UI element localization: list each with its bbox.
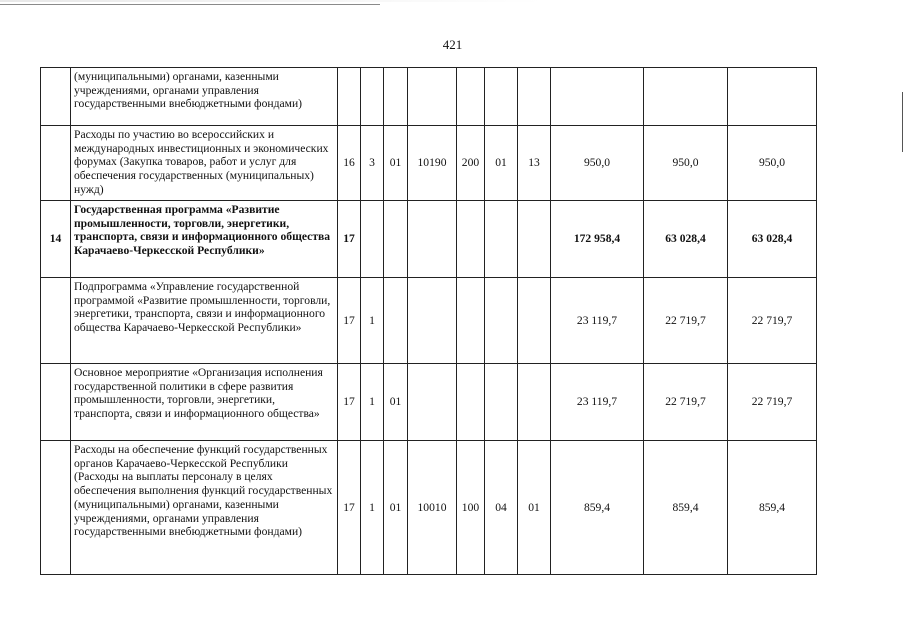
row-description: Расходы по участию во всероссийских и международных инвестиционных и экономических форумах (Закупка товаров, работ и услуг для обеспечения государственных (муниципальных) нужд) <box>71 126 338 201</box>
value-year-1: 23 119,7 <box>551 364 644 441</box>
code-section: 01 <box>485 126 518 201</box>
code-subsection <box>518 278 551 364</box>
value-year-3: 859,4 <box>728 441 817 575</box>
value-year-2: 859,4 <box>644 441 728 575</box>
value-year-1: 950,0 <box>551 126 644 201</box>
code-type: 100 <box>457 441 485 575</box>
row-index <box>41 441 71 575</box>
code-section <box>485 201 518 278</box>
code-direction <box>408 201 457 278</box>
code-subsection: 01 <box>518 441 551 575</box>
code-gp: 17 <box>338 201 361 278</box>
code-type <box>457 364 485 441</box>
code-pp: 3 <box>361 126 384 201</box>
code-pp <box>361 201 384 278</box>
budget-table <box>40 67 817 575</box>
code-pp: 1 <box>361 364 384 441</box>
code-section: 04 <box>485 441 518 575</box>
code-om: 01 <box>384 441 408 575</box>
code-direction <box>408 68 457 126</box>
table-row <box>41 201 817 278</box>
code-gp: 16 <box>338 126 361 201</box>
value-year-1: 859,4 <box>551 441 644 575</box>
row-description: Государственная программа «Развитие промышленности, торговли, энергетики, транспорта, связи и информационного общества Карачаево-Черкесской Республики» <box>71 201 338 278</box>
code-gp <box>338 68 361 126</box>
table-row <box>41 441 817 575</box>
value-year-3: 22 719,7 <box>728 278 817 364</box>
value-year-1: 23 119,7 <box>551 278 644 364</box>
code-om: 01 <box>384 126 408 201</box>
page-number: 421 <box>442 37 463 52</box>
value-year-2: 22 719,7 <box>644 278 728 364</box>
value-year-2: 63 028,4 <box>644 201 728 278</box>
code-type <box>457 201 485 278</box>
value-year-2: 22 719,7 <box>644 364 728 441</box>
code-direction <box>408 364 457 441</box>
row-index <box>41 364 71 441</box>
code-subsection <box>518 364 551 441</box>
scan-edge-mark <box>902 92 903 152</box>
code-direction <box>408 278 457 364</box>
table-row <box>41 68 817 126</box>
row-description: Расходы на обеспечение функций государственных органов Карачаево-Черкесской Республики (Расходы на выплаты персоналу в целях обеспечения выполнения функций государственных (муниципальными) органами, казенными учреждениями, органами управления государственными внебюджетными фондами) <box>71 441 338 575</box>
code-direction: 10190 <box>408 126 457 201</box>
code-subsection <box>518 201 551 278</box>
value-year-1 <box>551 68 644 126</box>
code-subsection: 13 <box>518 126 551 201</box>
value-year-3: 63 028,4 <box>728 201 817 278</box>
code-pp: 1 <box>361 278 384 364</box>
code-om <box>384 201 408 278</box>
code-type: 200 <box>457 126 485 201</box>
table-row <box>41 126 817 201</box>
row-description: Подпрограмма «Управление государственной программой «Развитие промышленности, торговли, энергетики, транспорта, связи и информационного общества Карачаево-Черкесской Республики» <box>71 278 338 364</box>
code-type <box>457 68 485 126</box>
code-pp <box>361 68 384 126</box>
table-row <box>41 364 817 441</box>
code-gp: 17 <box>338 441 361 575</box>
code-om: 01 <box>384 364 408 441</box>
code-type <box>457 278 485 364</box>
code-direction: 10010 <box>408 441 457 575</box>
code-section <box>485 364 518 441</box>
row-description: Основное мероприятие «Организация исполнения государственной политики в сфере развития промышленности, торговли, энергетики, транспорта, связи и информационного общества» <box>71 364 338 441</box>
code-pp: 1 <box>361 441 384 575</box>
scan-artifact-line <box>0 4 380 5</box>
code-subsection <box>518 68 551 126</box>
code-gp: 17 <box>338 278 361 364</box>
value-year-3: 950,0 <box>728 126 817 201</box>
table-row <box>41 278 817 364</box>
code-section <box>485 278 518 364</box>
row-index <box>41 68 71 126</box>
value-year-2 <box>644 68 728 126</box>
code-section <box>485 68 518 126</box>
row-index <box>41 126 71 201</box>
row-index <box>41 278 71 364</box>
row-description: (муниципальными) органами, казенными учреждениями, органами управления государственными внебюджетными фондами) <box>71 68 338 126</box>
code-gp: 17 <box>338 364 361 441</box>
value-year-3: 22 719,7 <box>728 364 817 441</box>
code-om <box>384 68 408 126</box>
value-year-3 <box>728 68 817 126</box>
value-year-1: 172 958,4 <box>551 201 644 278</box>
code-om <box>384 278 408 364</box>
scan-shadow <box>0 0 905 2</box>
value-year-2: 950,0 <box>644 126 728 201</box>
row-index: 14 <box>41 201 71 278</box>
